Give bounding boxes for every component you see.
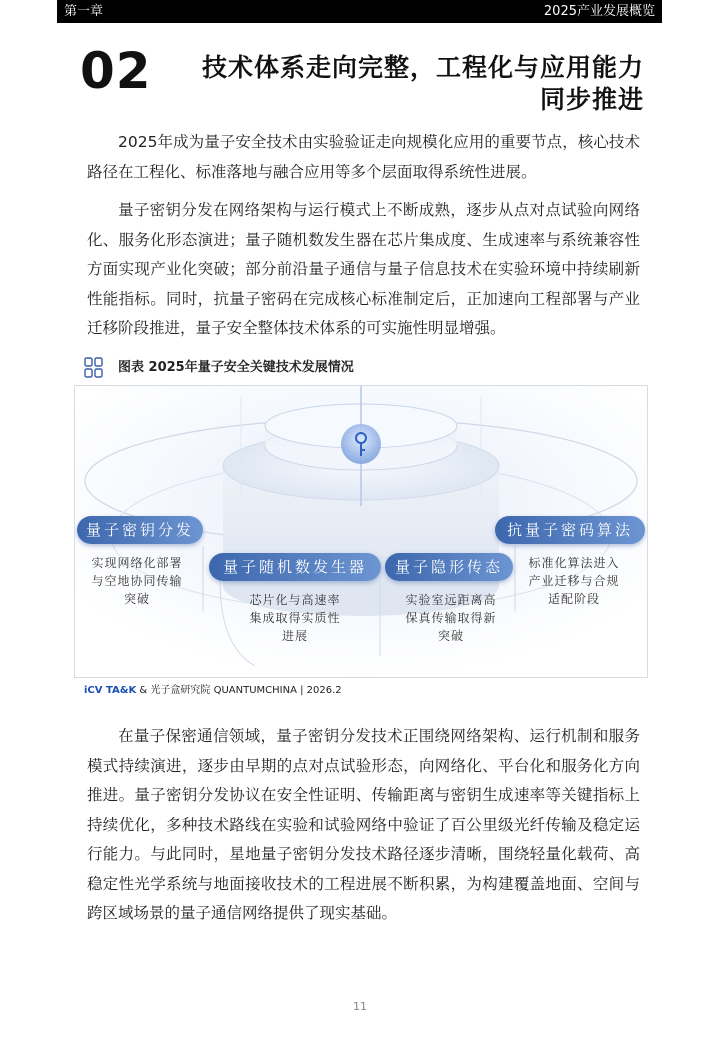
desc-teleport-line: 实验室远距离高: [405, 593, 497, 607]
desc-teleport-line: 保真传输取得新: [405, 611, 497, 625]
report-title: 2025产业发展概览: [543, 4, 655, 19]
desc-qkd: [81, 554, 193, 608]
desc-qkd-line: 实现网络化部署: [91, 556, 183, 570]
source-brand-logo: iCV TA&K: [84, 685, 137, 696]
section-number: 02: [80, 42, 152, 100]
pill-qrng: 量子随机数发生器: [209, 553, 381, 581]
desc-pqc-line: 适配阶段: [547, 592, 600, 606]
desc-qrng-line: 芯片化与高速率: [249, 593, 341, 607]
desc-pqc-line: 产业迁移与合规: [528, 574, 620, 588]
figure-source: [84, 684, 342, 698]
paragraph-overview: 量子密钥分发在网络架构与运行模式上不断成熟，逐步从点对点试验向网络化、服务化形态演进；量子随机数发生器在芯片集成度、生成速率与系统兼容性方面实现产业化突破；部分前沿量子通信与量子信息技术在实验环境中持续刷新性能指标。同时，抗量子密码在完成核心标准制定后，正加速向工程部署与产业迁移阶段推进，量子安全整体技术体系的可实施性明显增强。: [87, 201, 640, 337]
section-title: [184, 52, 644, 116]
figure-frame: [74, 385, 648, 678]
desc-teleport: [381, 591, 521, 645]
paragraph-intro: 2025年成为量子安全技术由实验验证走向规模化应用的重要节点，核心技术路径在工程化、标准落地与融合应用等多个层面取得系统性进展。: [87, 133, 640, 181]
grid-icon: [84, 357, 103, 378]
desc-qkd-line: 与空地协同传输: [91, 574, 183, 588]
pill-pqc: 抗量子密码算法: [495, 516, 645, 544]
desc-qkd-line: 突破: [123, 592, 150, 606]
desc-qrng-line: 集成取得实质性: [249, 611, 341, 625]
desc-teleport-line: 突破: [437, 629, 464, 643]
chapter-label: 第一章: [64, 4, 104, 19]
figure-caption: 图表 2025年量子安全关键技术发展情况: [118, 360, 354, 375]
desc-pqc-line: 标准化算法进入: [528, 556, 620, 570]
section-title-line2: 同步推进: [539, 85, 644, 114]
header-bar: [57, 0, 662, 23]
pill-qkd: 量子密钥分发: [77, 516, 203, 544]
section-title-line1: 技术体系走向完整，工程化与应用能力: [201, 53, 644, 82]
desc-qrng-line: 进展: [281, 629, 308, 643]
paragraph-qkd: 在量子保密通信领域，量子密钥分发技术正围绕网络架构、运行机制和服务模式持续演进，逐步由早期的点对点试验形态，向网络化、平台化和服务化方向推进。量子密钥分发协议在安全性证明、传输距离与密钥生成速率等关键指标上持续优化，多种技术路线在实验和试验网络中验证了百公里级光纤传输及稳定运行能力。与此同时，星地量子密钥分发技术路径逐步清晰，围绕轻量化载荷、高稳定性光学系统与地面接收技术的工程进展不断积累，为构建覆盖地面、空间与跨区域场景的量子通信网络提供了现实基础。: [87, 727, 640, 922]
pill-teleport: 量子隐形传态: [385, 553, 513, 581]
page-number: 11: [353, 1000, 367, 1013]
desc-pqc: [515, 554, 633, 608]
source-text: & 光子盒研究院 QUANTUMCHINA | 2026.2: [136, 685, 342, 696]
desc-qrng: [225, 591, 365, 645]
